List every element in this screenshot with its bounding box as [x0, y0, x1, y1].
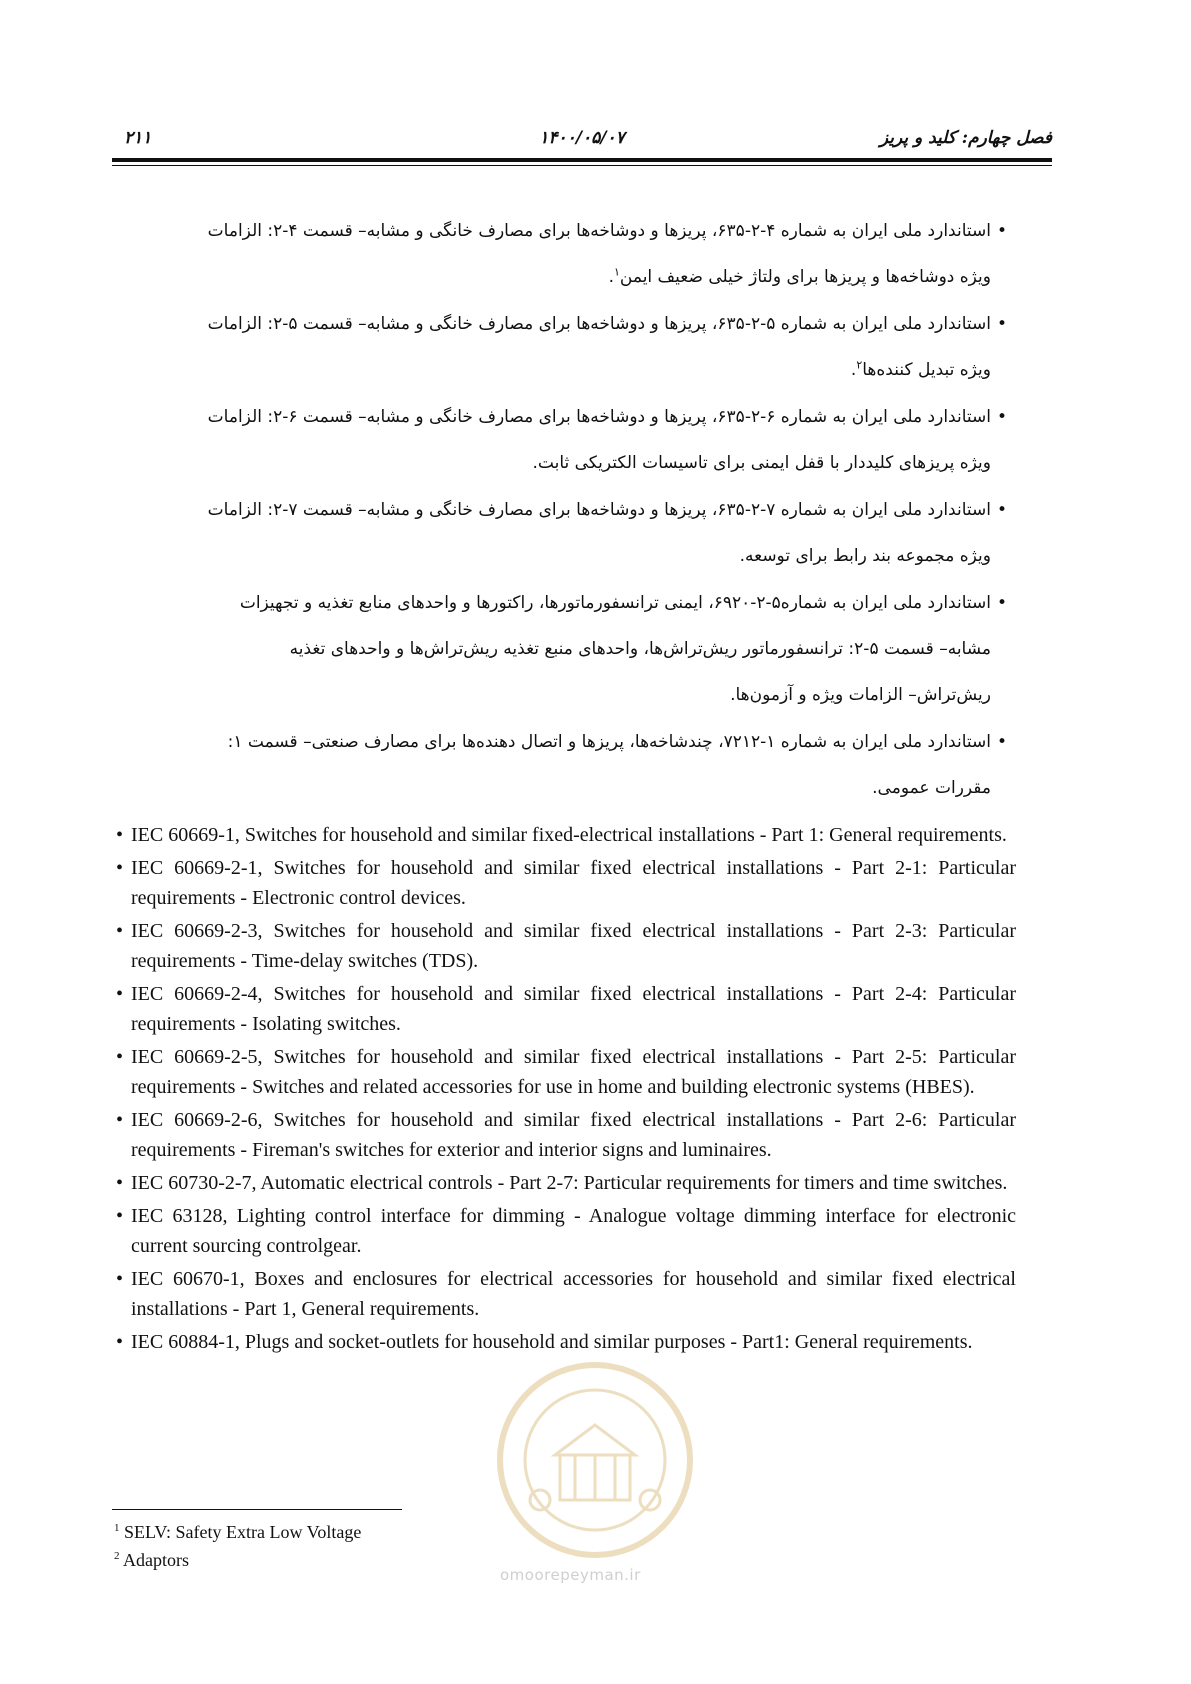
list-item: • IEC 60669-2-1, Switches for household and similar fixed electrical installations - Part 2-1: Particular requirements - Electronic control devices. [116, 853, 1016, 913]
header-rule-thick [112, 158, 1052, 162]
header-rule-thin [112, 165, 1052, 166]
list-item: •استاندارد ملی ایران به شماره ۴-۲-۶۳۵، پریزها و دوشاخه‌ها برای مصارف خانگی و مشابه– قسمت ۴-۲: الزامات ویژه دوشاخه‌ها و پریزها برای ولتاژ خیلی ضعیف ایمن$^۱$. [207, 221, 1007, 287]
page-header [112, 124, 1052, 154]
list-item: • IEC 60669-2-6, Switches for household and similar fixed electrical installations - Part 2-6: Particular requirements - Fireman's switches for exterior and interior signs and luminaires. [116, 1105, 1016, 1165]
watermark-logo-icon [480, 1350, 710, 1570]
list-item: • IEC 60670-1, Boxes and enclosures for electrical accessories for household and similar fixed electrical installations - Part 1, General requirements. [116, 1264, 1016, 1324]
header-date: ۱۴۰۰/۰۵/۰۷ [539, 128, 625, 148]
footnote-1: $^1$ SELV: Safety Extra Low Voltage [114, 1522, 362, 1542]
footnotes [114, 1516, 361, 1572]
list-item: • IEC 63128, Lighting control interface for dimming - Analogue voltage dimming interface for electronic current sourcing controlgear. [116, 1201, 1016, 1261]
list-item: • IEC 60669-2-4, Switches for household and similar fixed electrical installations - Part 2-4: Particular requirements - Isolating switches. [116, 979, 1016, 1039]
footnote-marker[interactable]: ۱ [614, 265, 620, 279]
list-item: • IEC 60669-1, Switches for household and similar fixed-electrical installations - Part 1: General requirements. [116, 820, 1016, 850]
footnote-marker[interactable]: ۲ [856, 358, 863, 372]
list-item: • IEC 60669-2-3, Switches for household and similar fixed electrical installations - Part 2-3: Particular requirements - Time-delay switches (TDS). [116, 916, 1016, 976]
list-item: • IEC 60884-1, Plugs and socket-outlets for household and similar purposes - Part1: General requirements. [116, 1327, 1016, 1357]
list-item: •استاندارد ملی ایران به شماره۵-۲-۶۹۲۰، ایمنی ترانسفورماتورها، راکتورها و واحدهای منابع تغذیه و تجهیزات مشابه– قسمت ۵-۲: ترانسفورماتور ریش‌تراش‌ها، واحدهای منبع تغذیه ریش‌تراش‌ها و واحدهای تغذیه ریش‌تراش– الزامات ویژه و آزمون‌ها. [239, 593, 1007, 705]
list-item: •استاندارد ملی ایران به شماره ۷-۲-۶۳۵، پریزها و دوشاخه‌ها برای مصارف خانگی و مشابه– قسمت ۷-۲: الزامات ویژه مجموعه بند رابط برای توسعه. [207, 500, 1007, 566]
footnote-2: $^2$ Adaptors [114, 1550, 190, 1570]
footnote-rule [112, 1509, 402, 1510]
iec-standards-list [116, 820, 1016, 1360]
chapter-title: فصل چهارم: کلید و پریز [879, 128, 1052, 148]
list-item: •استاندارد ملی ایران به شماره ۶-۲-۶۳۵، پریزها و دوشاخه‌ها برای مصارف خانگی و مشابه– قسمت ۶-۲: الزامات ویژه پریزهای کلیددار با قفل ایمنی برای تاسیسات الکتریکی ثابت. [207, 407, 1007, 473]
persian-standards-list [112, 208, 1007, 812]
page-number: ۲۱۱ [124, 128, 152, 148]
watermark-text: omoorepeyman.ir [500, 1566, 641, 1584]
list-item: •استاندارد ملی ایران به شماره ۵-۲-۶۳۵، پریزها و دوشاخه‌ها برای مصارف خانگی و مشابه– قسمت ۵-۲: الزامات ویژه تبدیل کننده‌ها$^۲$. [207, 314, 1007, 380]
list-item: •استاندارد ملی ایران به شماره ۱-۷۲۱۲، چندشاخه‌ها، پریزها و اتصال دهنده‌ها برای مصارف صنعتی– قسمت ۱: مقررات عمومی. [227, 732, 1007, 798]
list-item: • IEC 60669-2-5, Switches for household and similar fixed electrical installations - Part 2-5: Particular requirements - Switches and related accessories for use in home and building electronic systems (HBES). [116, 1042, 1016, 1102]
list-item: • IEC 60730-2-7, Automatic electrical controls - Part 2-7: Particular requirements for timers and time switches. [116, 1168, 1016, 1198]
